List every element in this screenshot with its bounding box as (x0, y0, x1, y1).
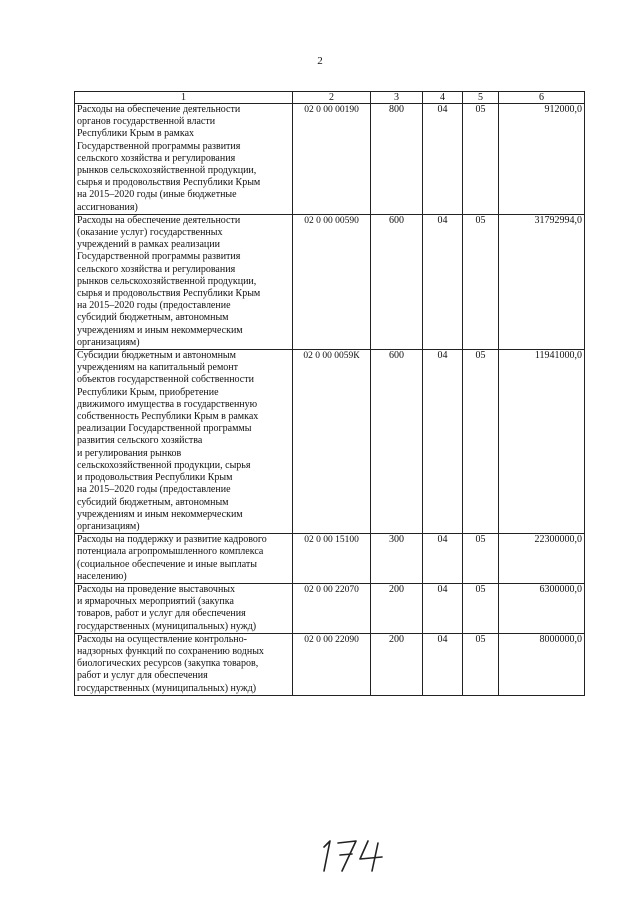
row-c4: 04 (423, 633, 463, 695)
row-amount: 912000,0 (499, 104, 585, 215)
row-c4: 04 (423, 214, 463, 349)
budget-table (74, 91, 585, 696)
row-code: 02 0 00 00190 (293, 104, 371, 215)
row-c5: 05 (463, 104, 499, 215)
row-c4: 04 (423, 350, 463, 534)
row-c5: 05 (463, 350, 499, 534)
column-header: 4 (423, 92, 463, 104)
table-row (75, 583, 585, 633)
table-row (75, 350, 585, 534)
row-amount: 6300000,0 (499, 583, 585, 633)
table-header-row (75, 92, 585, 104)
row-description: Расходы на поддержку и развитие кадрового потенциала агропромышленного комплекса (социальное обеспечение и иные выплаты населению) (75, 534, 293, 584)
row-description: Субсидии бюджетным и автономным учреждениям на капитальный ремонт объектов государственной собственности Республики Крым, приобретение движимого имущества в государственную собственность Республики Крым в рамках реализации Государственной программы развития сельского хозяйства и регулирования рынков сельскохозяйственной продукции, сырья и продовольствия Республики Крым на 2015–2020 годы (предоставление субсидий бюджетным, автономным учреждениям и иным некоммерческим организациям) (75, 350, 293, 534)
table-row (75, 104, 585, 215)
row-amount: 31792994,0 (499, 214, 585, 349)
row-c3: 600 (371, 214, 423, 349)
row-c5: 05 (463, 534, 499, 584)
page-number: 2 (317, 55, 323, 67)
row-description: Расходы на проведение выставочных и ярмарочных мероприятий (закупка товаров, работ и услуг для обеспечения государственных (муниципальных) нужд) (75, 583, 293, 633)
column-header: 2 (293, 92, 371, 104)
row-c3: 200 (371, 583, 423, 633)
row-code: 02 0 00 22090 (293, 633, 371, 695)
table-row (75, 534, 585, 584)
row-code: 02 0 00 00590 (293, 214, 371, 349)
row-c5: 05 (463, 214, 499, 349)
row-description: Расходы на осуществление контрольно- надзорных функций по сохранению водных биологических ресурсов (закупка товаров, работ и услуг для обеспечения государственных (муниципальных) нужд) (75, 633, 293, 695)
column-header: 1 (75, 92, 293, 104)
row-description: Расходы на обеспечение деятельности органов государственной власти Республики Крым в рамках Государственной программы развития сельского хозяйства и регулирования рынков сельскохозяйственной продукции, сырья и продовольствия Республики Крым на 2015–2020 годы (иные бюджетные ассигнования) (75, 104, 293, 215)
row-c4: 04 (423, 104, 463, 215)
row-description: Расходы на обеспечение деятельности (оказание услуг) государственных учреждений в рамках реализации Государственной программы развития сельского хозяйства и регулирования рынков сельскохозяйственной продукции, сырья и продовольствия Республики Крым на 2015–2020 годы (предоставление субсидий бюджетным, автономным учреждениям и иным некоммерческим организациям) (75, 214, 293, 349)
row-code: 02 0 00 22070 (293, 583, 371, 633)
row-c4: 04 (423, 583, 463, 633)
row-amount: 8000000,0 (499, 633, 585, 695)
row-amount: 22300000,0 (499, 534, 585, 584)
table-row (75, 633, 585, 695)
row-c5: 05 (463, 583, 499, 633)
row-c3: 200 (371, 633, 423, 695)
row-c5: 05 (463, 633, 499, 695)
row-c3: 800 (371, 104, 423, 215)
row-c4: 04 (423, 534, 463, 584)
row-code: 02 0 00 0059К (293, 350, 371, 534)
row-c3: 600 (371, 350, 423, 534)
column-header: 5 (463, 92, 499, 104)
column-header: 3 (371, 92, 423, 104)
row-code: 02 0 00 15100 (293, 534, 371, 584)
column-header: 6 (499, 92, 585, 104)
row-amount: 11941000,0 (499, 350, 585, 534)
row-c3: 300 (371, 534, 423, 584)
table-row (75, 214, 585, 349)
handwritten-page-number (312, 835, 392, 875)
